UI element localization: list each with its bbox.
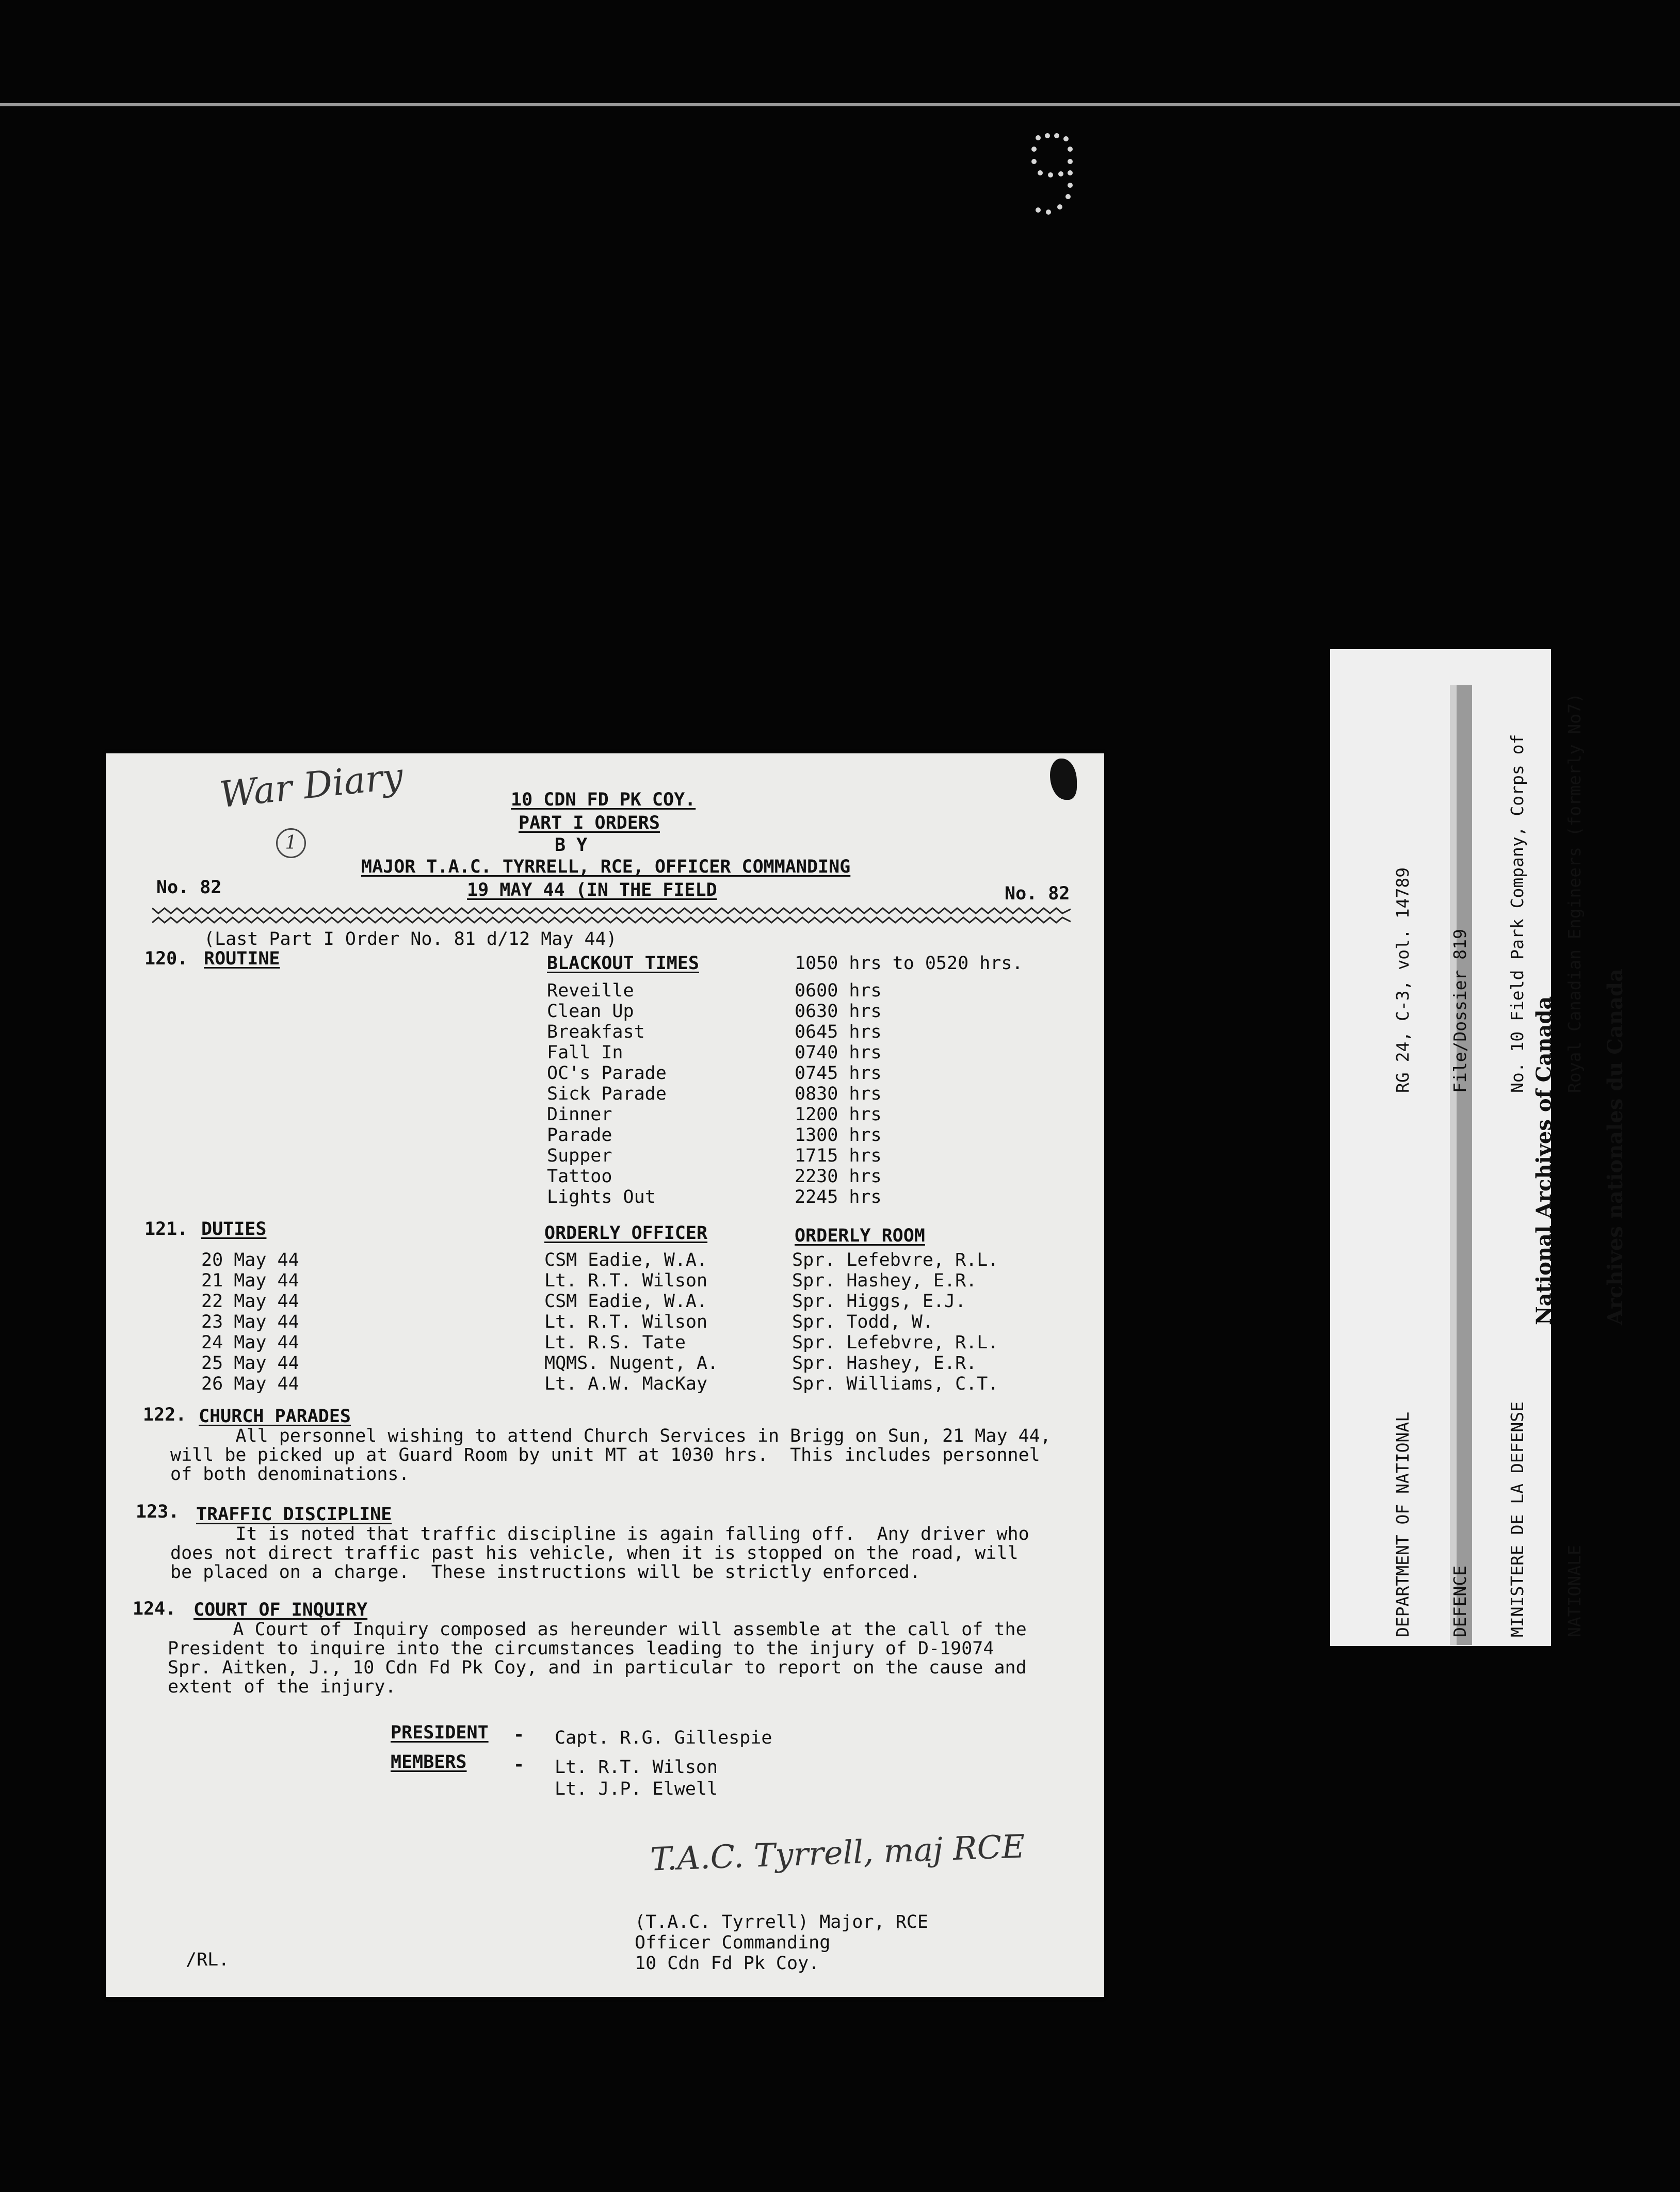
duty-officer: Lt. R.T. Wilson bbox=[544, 1312, 708, 1332]
duty-room: Spr. Hashey, E.R. bbox=[792, 1270, 977, 1291]
by-line: B Y bbox=[555, 835, 588, 856]
department-line: DEPARTMENT OF NATIONAL bbox=[1393, 1411, 1413, 1637]
last-order-note: (Last Part I Order No. 81 d/12 May 44) bbox=[204, 929, 617, 949]
duty-officer: Lt. A.W. MacKay bbox=[544, 1374, 708, 1394]
paragraph-line: All personnel wishing to attend Church Services in Brigg on Sun, 21 May 44, bbox=[170, 1426, 1051, 1446]
duty-date: 26 May 44 bbox=[201, 1374, 299, 1394]
paragraph-line: A Court of Inquiry composed as hereunder will assemble at the call of the bbox=[168, 1619, 1027, 1640]
paragraph-line: It is noted that traffic discipline is again falling off. Any driver who bbox=[170, 1524, 1029, 1544]
president-name: Capt. R.G. Gillespie bbox=[555, 1728, 772, 1748]
duty-date: 20 May 44 bbox=[201, 1250, 299, 1270]
section-123-number: 123. bbox=[136, 1502, 180, 1522]
date-line: 19 MAY 44 (IN THE FIELD bbox=[467, 880, 717, 900]
members-dash: - bbox=[513, 1754, 525, 1775]
routine-heading: ROUTINE bbox=[204, 948, 280, 969]
traffic-heading: TRAFFIC DISCIPLINE bbox=[196, 1504, 392, 1525]
handwritten-signature: T.A.C. Tyrrell, maj RCE bbox=[649, 1827, 1026, 1878]
duty-date: 22 May 44 bbox=[201, 1291, 299, 1312]
section-121-number: 121. bbox=[144, 1219, 188, 1239]
signature-name: (T.A.C. Tyrrell) Major, RCE bbox=[635, 1912, 928, 1932]
duty-date: 24 May 44 bbox=[201, 1332, 299, 1353]
routine-event: Tattoo bbox=[547, 1166, 612, 1187]
routine-times bbox=[795, 980, 882, 1207]
department-line: DEFENCE bbox=[1450, 1565, 1470, 1637]
officer-line: MAJOR T.A.C. TYRRELL, RCE, OFFICER COMMANDING bbox=[361, 857, 851, 877]
signature-title: Officer Commanding bbox=[635, 1932, 831, 1953]
routine-time: 0600 hrs bbox=[795, 980, 882, 1001]
routine-event: Dinner bbox=[547, 1104, 612, 1125]
paragraph-line: of both denominations. bbox=[170, 1464, 410, 1485]
wavy-divider-2 bbox=[152, 916, 1071, 924]
section-120-number: 120. bbox=[144, 948, 188, 969]
archives-name-fr: Archives nationales du Canada bbox=[1603, 969, 1627, 1325]
orderly-officer-header: ORDERLY OFFICER bbox=[544, 1223, 708, 1244]
member-name: Lt. J.P. Elwell bbox=[555, 1779, 718, 1799]
duty-officer: CSM Eadie, W.A. bbox=[544, 1250, 708, 1270]
duty-date: 21 May 44 bbox=[201, 1270, 299, 1291]
duty-room: Spr. Higgs, E.J. bbox=[792, 1291, 966, 1312]
signature-unit: 10 Cdn Fd Pk Coy. bbox=[635, 1953, 820, 1974]
duty-room: Spr. Lefebvre, R.L. bbox=[792, 1332, 999, 1353]
church-heading: CHURCH PARADES bbox=[199, 1406, 351, 1427]
duties-heading: DUTIES bbox=[201, 1219, 267, 1239]
routine-time: 0745 hrs bbox=[795, 1063, 882, 1084]
duty-officer: Lt. R.S. Tate bbox=[544, 1332, 686, 1353]
order-number-left: No. 82 bbox=[156, 877, 222, 898]
routine-event: Sick Parade bbox=[547, 1084, 667, 1104]
duty-date: 25 May 44 bbox=[201, 1353, 299, 1374]
duty-room: Spr. Hashey, E.R. bbox=[792, 1353, 977, 1374]
routine-event: Breakfast bbox=[547, 1022, 645, 1042]
routine-event: Clean Up bbox=[547, 1001, 634, 1022]
routine-time: 2245 hrs bbox=[795, 1187, 882, 1207]
department-line: NATIONALE bbox=[1564, 1545, 1585, 1637]
archives-name-en: National Archives of Canada bbox=[1532, 996, 1556, 1325]
paragraph-line: will be picked up at Guard Room by unit MT at 1030 hrs. This includes personnel bbox=[170, 1445, 1040, 1465]
reference-line: RG 24, C-3, vol. 14789 bbox=[1393, 867, 1413, 1093]
duty-room: Spr. Williams, C.T. bbox=[792, 1374, 999, 1394]
routine-event: Lights Out bbox=[547, 1187, 656, 1207]
duty-officer: MQMS. Nugent, A. bbox=[544, 1353, 719, 1374]
routine-event: Reveille bbox=[547, 980, 634, 1001]
routine-time: 1300 hrs bbox=[795, 1125, 882, 1146]
frame-number-mark bbox=[1027, 132, 1078, 219]
duty-orderly-room bbox=[792, 1250, 998, 1394]
routine-time: 0645 hrs bbox=[795, 1022, 882, 1042]
handwritten-note: War Diary bbox=[217, 754, 405, 816]
paragraph-line: Spr. Aitken, J., 10 Cdn Fd Pk Coy, and in particular to report on the cause and bbox=[168, 1657, 1027, 1678]
part-title: PART I ORDERS bbox=[519, 813, 660, 833]
ink-blot bbox=[1050, 759, 1077, 800]
order-document bbox=[106, 753, 1104, 1997]
section-124-number: 124. bbox=[133, 1599, 176, 1619]
wavy-divider bbox=[152, 907, 1071, 914]
church-paragraph bbox=[170, 1427, 1058, 1484]
routine-event: Fall In bbox=[547, 1042, 623, 1063]
top-edge-line bbox=[0, 103, 1680, 106]
president-dash: - bbox=[513, 1724, 525, 1745]
reference-line: No. 10 Field Park Company, Corps of bbox=[1507, 734, 1527, 1093]
duty-date: 23 May 44 bbox=[201, 1312, 299, 1332]
court-heading: COURT OF INQUIRY bbox=[193, 1600, 368, 1620]
duty-room: Spr. Lefebvre, R.L. bbox=[792, 1250, 999, 1270]
routine-time: 0830 hrs bbox=[795, 1084, 882, 1104]
routine-time: 0630 hrs bbox=[795, 1001, 882, 1022]
department-block bbox=[1355, 1401, 1622, 1637]
routine-event: OC's Parade bbox=[547, 1063, 667, 1084]
department-line: MINISTERE DE LA DEFENSE bbox=[1507, 1401, 1527, 1637]
members-label: MEMBERS bbox=[391, 1752, 467, 1772]
section-122-number: 122. bbox=[143, 1405, 187, 1425]
blackout-times-value: 1050 hrs to 0520 hrs. bbox=[795, 953, 1023, 974]
routine-events bbox=[547, 980, 667, 1207]
routine-event: Supper bbox=[547, 1146, 612, 1166]
duty-officer: Lt. R.T. Wilson bbox=[544, 1270, 708, 1291]
president-label: PRESIDENT bbox=[391, 1722, 489, 1743]
routine-event: Parade bbox=[547, 1125, 612, 1146]
unit-title: 10 CDN FD PK COY. bbox=[511, 789, 696, 810]
reference-line: Royal Canadian Engineers (formerly No7) bbox=[1564, 693, 1585, 1093]
routine-time: 1715 hrs bbox=[795, 1146, 882, 1166]
orderly-room-header: ORDERLY ROOM bbox=[795, 1226, 925, 1246]
paragraph-line: does not direct traffic past his vehicle, when it is stopped on the road, will bbox=[170, 1543, 1019, 1564]
archives-name-block bbox=[1485, 969, 1675, 1325]
duty-officers bbox=[544, 1250, 718, 1394]
paragraph-line: be placed on a charge. These instructions will be strictly enforced. bbox=[170, 1562, 920, 1583]
duty-room: Spr. Todd, W. bbox=[792, 1312, 933, 1332]
typist-initials: /RL. bbox=[186, 1949, 230, 1970]
archives-label bbox=[1330, 649, 1627, 1646]
member-name: Lt. R.T. Wilson bbox=[555, 1757, 718, 1778]
paragraph-line: extent of the injury. bbox=[168, 1677, 396, 1697]
paragraph-line: President to inquire into the circumstances leading to the injury of D-19074 bbox=[168, 1638, 994, 1659]
court-paragraph bbox=[168, 1620, 1055, 1697]
routine-time: 1200 hrs bbox=[795, 1104, 882, 1125]
duty-officer: CSM Eadie, W.A. bbox=[544, 1291, 708, 1312]
duty-dates bbox=[201, 1250, 299, 1394]
reference-line: File/Dossier 819 bbox=[1450, 929, 1470, 1093]
circled-number: 1 bbox=[276, 828, 306, 858]
blackout-times-label: BLACKOUT TIMES bbox=[547, 953, 700, 974]
order-number-right: No. 82 bbox=[1005, 883, 1070, 904]
routine-time: 2230 hrs bbox=[795, 1166, 882, 1187]
traffic-paragraph bbox=[170, 1525, 1058, 1582]
routine-time: 0740 hrs bbox=[795, 1042, 882, 1063]
